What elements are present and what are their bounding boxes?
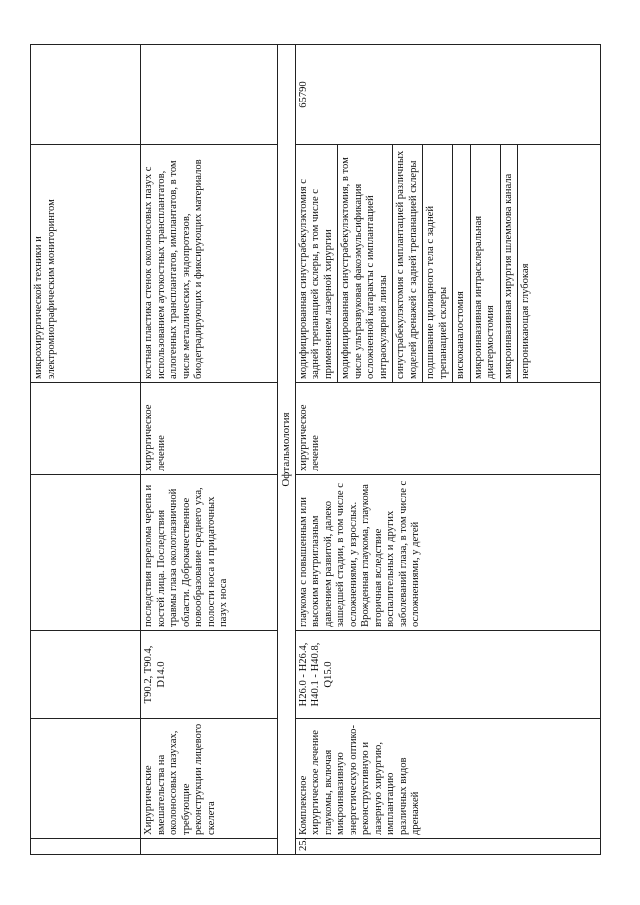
- cell-treatment: хирургическое лечение: [295, 383, 600, 475]
- method-item: непроникающая глубокая: [520, 263, 532, 379]
- cell-procedure: Хирургические вмешательства на околоносовых пазухах, требующие реконструкции лицевого скелета: [141, 719, 278, 839]
- cell-procedure: Комплексное хирургическое лечение глаукомы, включая микроинвазивную энергетическую оптико-реконструктивную и лазерную хирургию, имплантацию различных видов дренажей: [295, 719, 600, 839]
- cell-method: микрохирургической техники и электромиографическим мониторингом: [31, 145, 141, 383]
- method-item: микроинвазивная хирургия шлеммова канала: [503, 145, 519, 382]
- cell-num: 25.: [295, 839, 600, 855]
- cell-method: костная пластика стенок околоносовых пазух с использованием аутокостных трансплантатов, аллогенных трансплантатов, имплантатов, в том числе металлических, эндопротезов, биодеградирующих и фиксирующих материалов: [141, 145, 278, 383]
- cell-method-list: [295, 145, 600, 383]
- cell-num: [31, 839, 141, 855]
- method-item: микроинвазивная интрасклеральная диатермостомия: [473, 145, 501, 382]
- cell-codes: H26.0 - H26.4, H40.1 - H40.8, Q15.0: [295, 631, 600, 719]
- method-item: модифицированная синустрабекулэктомия, в том числе ультразвуковая факоэмульсификация осложненной катаракты с имплантацией интраокулярной линзы: [340, 145, 393, 382]
- table-row: [31, 45, 141, 855]
- method-item: модифицированная синустрабекулэктомия с задней трепанацией склеры, в том числе с применением лазерной хирургии: [298, 145, 339, 382]
- table-row: [141, 45, 278, 855]
- cell-treatment: хирургическое лечение: [141, 383, 278, 475]
- cell-norm: 65790: [295, 45, 600, 145]
- cell-procedure: [31, 719, 141, 839]
- cell-codes: T90.2, T90.4, D14.0: [141, 631, 278, 719]
- cell-model: глаукома с повышенным или высоким внутриглазным давлением развитой, далеко зашедшей стадии, в том числе с осложнениями, у взрослых. Врожденная глаукома, глаукома вторичная вследствие воспалительных и других заболеваний глаза, в том числе с осложнениями, у детей: [295, 475, 600, 631]
- cell-treatment: [31, 383, 141, 475]
- cell-codes: [31, 631, 141, 719]
- procedures-table: [30, 44, 601, 855]
- table-row: [295, 45, 600, 855]
- cell-model: [31, 475, 141, 631]
- method-item: вискоканалостомия: [455, 145, 471, 382]
- cell-num: [141, 839, 278, 855]
- method-item: синустрабекулэктомия с имплантацией различных моделей дренажей с задней трепанацией склеры: [395, 145, 423, 382]
- cell-norm: [31, 45, 141, 145]
- cell-norm: [141, 45, 278, 145]
- section-row: [278, 45, 296, 855]
- rotated-table-stage: [30, 45, 610, 855]
- section-title: Офтальмология: [278, 45, 296, 855]
- method-item: подшивание цилиарного тела с задней трепанацией склеры: [425, 145, 453, 382]
- cell-model: последствия перелома черепа и костей лица. Последствия травмы глаза окологлазничной области. Доброкачественное новообразование среднего уха, полости носа и придаточных пазух носа: [141, 475, 278, 631]
